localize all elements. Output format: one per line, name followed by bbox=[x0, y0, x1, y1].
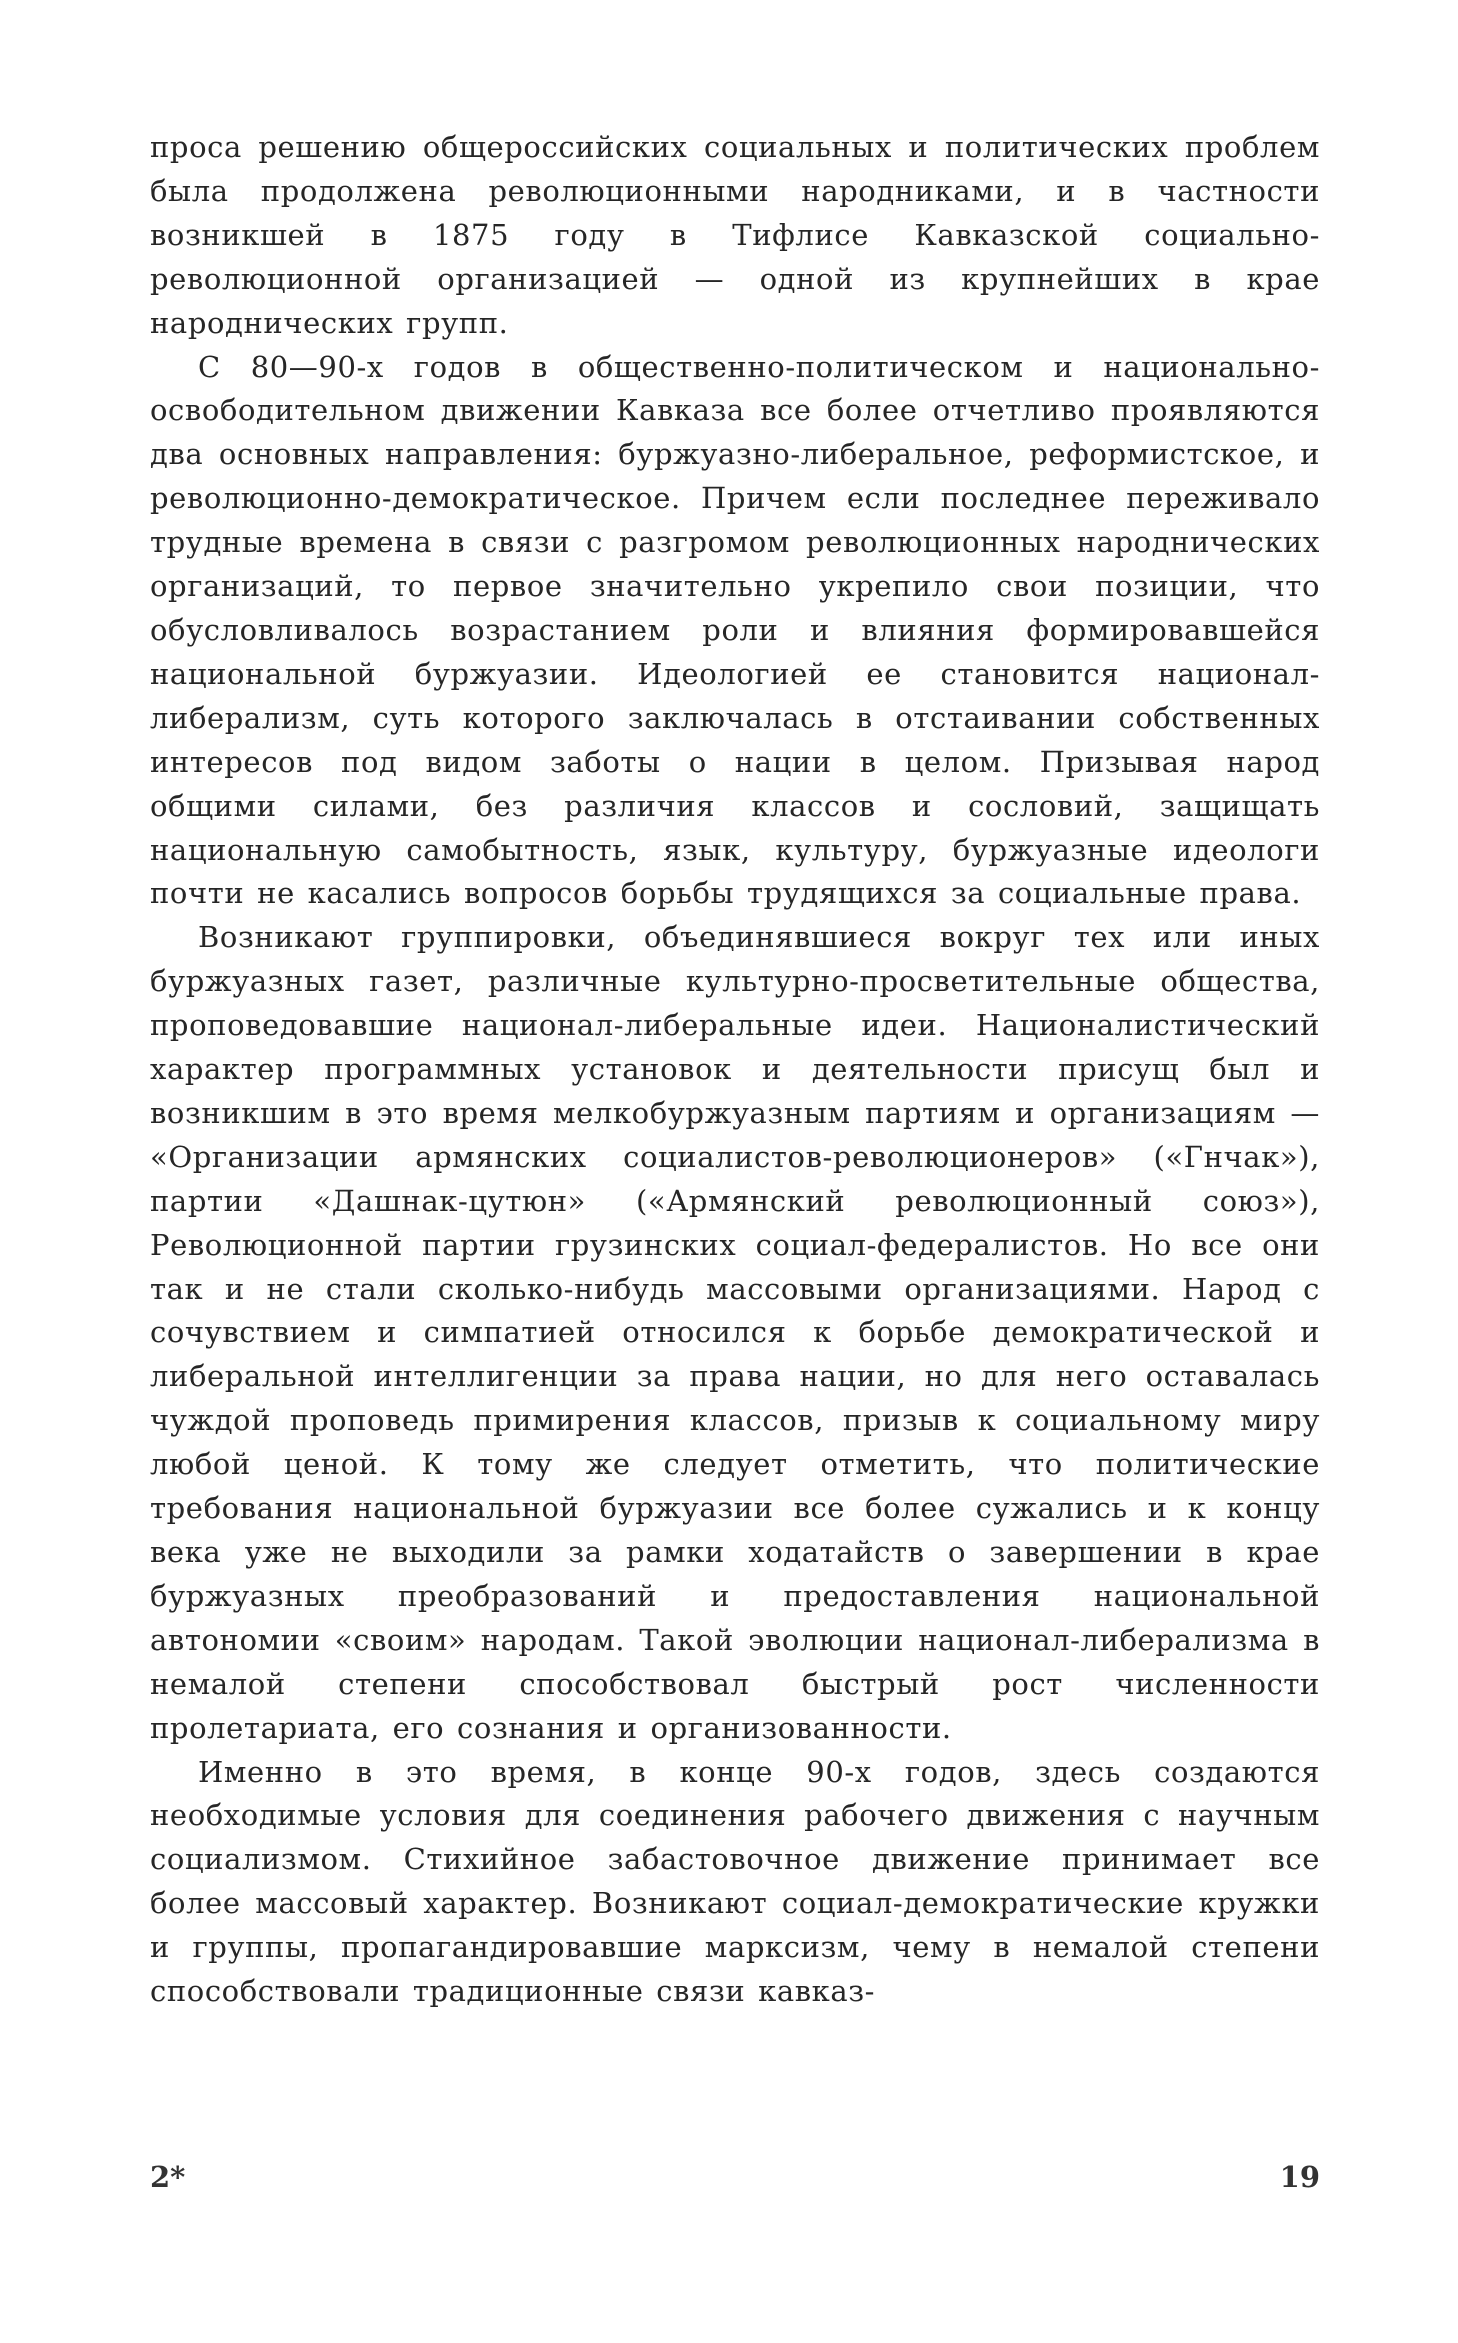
signature-mark: 2* bbox=[150, 2160, 186, 2194]
page-number: 19 bbox=[1279, 2160, 1320, 2194]
page-footer bbox=[150, 2160, 1320, 2210]
paragraph-4: Именно в это время, в конце 90-х годов, здесь создаются необходимые условия для соединения рабочего движения с научным социализмом. Стихийное забастовочное движение принимает все более массовый характер. Возникают социал-демократические кружки и группы, пропагандировавшие марксизм, чему в немалой степени способствовали традиционные связи кавказ- bbox=[150, 1754, 1320, 2009]
paragraph-1: проса решению общероссийских социальных и политических проблем была продолжена революционными народниками, и в частности возникшей в 1875 году в Тифлисе Кавказской социально-революционной организацией — одной из крупнейших в крае народнических групп. bbox=[150, 130, 1320, 340]
page-body bbox=[150, 126, 1320, 2014]
paragraph-2: С 80—90-х годов в общественно-политическом и национально-освободительном движении Кавказа все более отчетливо проявляются два основных направления: буржуазно-либеральное, реформистское, и революционно-демократическое. Причем если последнее переживало трудные времена в связи с разгромом революционных народнических организаций, то первое значительно укрепило свои позиции, что обусловливалось возрастанием роли и влияния формировавшейся национальной буржуазии. Идеологией ее становится национал-либерализм, суть которого заключалась в отстаивании собственных интересов под видом заботы о нации в целом. Призывая народ общими силами, без различия классов и сословий, защищать национальную самобытность, язык, культуру, буржуазные идеологи почти не касались вопросов борьбы трудящихся за социальные права. bbox=[150, 349, 1320, 911]
paragraph-3: Возникают группировки, объединявшиеся вокруг тех или иных буржуазных газет, различные культурно-просветительные общества, проповедовавшие национал-либеральные идеи. Националистический характер программных установок и деятельности присущ был и возникшим в это время мелкобуржуазным партиям и организациям — «Организации армянских социалистов-революционеров» («Гнчак»), партии «Дашнак-цутюн» («Армянский революционный союз»), Революционной партии грузинских социал-федералистов. Но все они так и не стали сколько-нибудь массовыми организациями. Народ с сочувствием и симпатией относился к борьбе демократической и либеральной интеллигенции за права нации, но для него оставалась чуждой проповедь примирения классов, призыв к социальному миру любой ценой. К тому же следует отметить, что политические требования национальной буржуазии все более сужались и к концу века уже не выходили за рамки ходатайств о завершении в крае буржуазных преобразований и предоставления национальной автономии «своим» народам. Такой эволюции национал-либерализма в немалой степени способствовал быстрый рост численности пролетариата, его сознания и организованности. bbox=[150, 920, 1320, 1745]
